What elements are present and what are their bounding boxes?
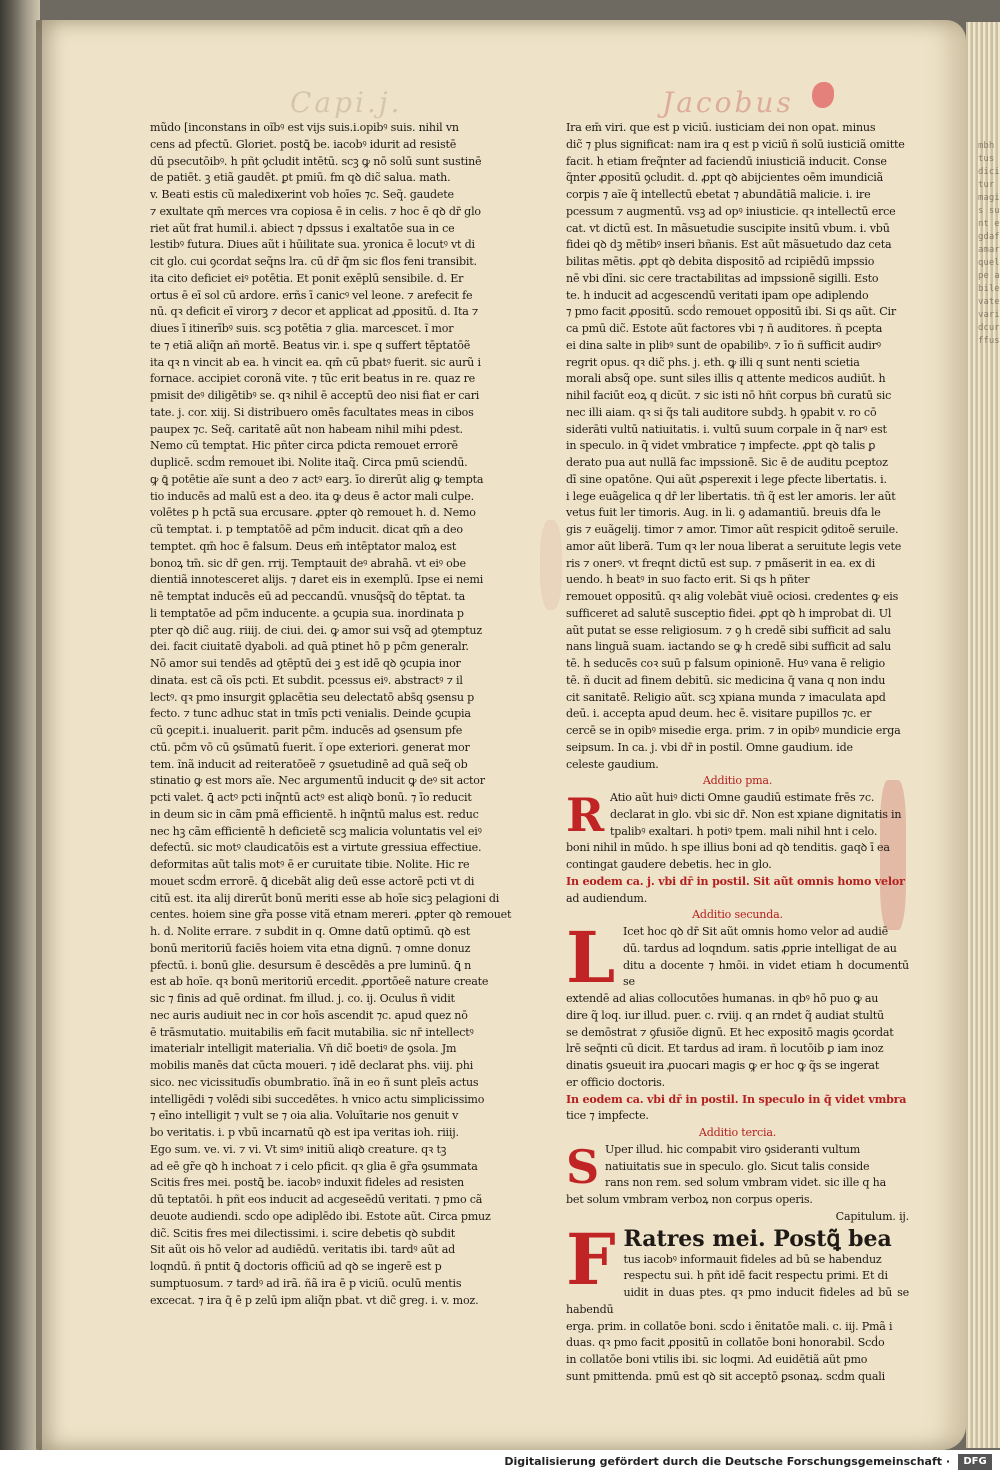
book-spine-shadow: [0, 0, 40, 1450]
text-line: celeste gaudium.: [566, 757, 659, 771]
text-line: ⁊ exultate qm̄ merces vra copiosa ē in celis. ⁊ hoc ē qꝺ dr̄ glo: [150, 204, 481, 218]
text-line: fecto. ⁊ tunc adhuc stat in tmīs pcti venialis. Deinde ꝯcupia: [150, 707, 471, 721]
text-line: paupex ⁊c. Seq̃. caritatẽ aũt non habeam nihil mihi pdest.: [150, 422, 463, 436]
initial-L: L: [566, 916, 616, 999]
running-head-right: Jacobus: [662, 86, 794, 119]
text-line: riet aũt frat humil.i. abiect ⁊ dpssus i exaltatōe sua in ce: [150, 221, 455, 235]
text-line: est ab hoīe. qꝛ bonū meritoriū ercedit. ꝓportōeẽ nature create: [150, 975, 489, 989]
dfg-logo: DFG: [958, 1454, 992, 1470]
text-line: ris ⁊ onerꝰ. vt freqnt dictū est sup. ⁊ pmãserit in ea. ex di: [566, 556, 876, 570]
text-line: ita cito deficiet eiꝰ potētia. Et ponit exēplū sensibile. d. Er: [150, 271, 464, 285]
text-line: diues ī itinerībꝰ suis. scꝫ potētia ⁊ glia. marcescet. ĩ mor: [150, 322, 454, 335]
text-line: derato pua aut nullã fac impssionē. Sic ē de auditu pceptoz: [566, 456, 888, 469]
text-line: Nō amor sui tendēs ad ꝯtēptū dei ꝫ est idē qꝺ ꝯcupia inor: [150, 657, 461, 670]
text-line: aũt putat se esse religiosum. ⁊ ꝯ h credē sibi sufficit ad salu: [566, 623, 891, 637]
text-line: cit glo. cui ꝯcordat seq̃ns lra. cū dr̄ q̄m sic flos feni transibit.: [150, 255, 477, 268]
text-line: in deum sic in cãm pmã efficientē. h inq̃ntū malus est. reduc: [150, 807, 479, 821]
text-line: Scitis fres mei. postꝗ̃ be. iacobꝰ induxit fideles ad resisten: [150, 1176, 465, 1190]
rubric-secunda-continuation: ad audiendum.: [566, 891, 648, 905]
additio-line: Uper illud. hic compabit viro ꝯsideranti vultum: [605, 1142, 861, 1156]
text-line: dic̃. Scitis fres mei dilectissimi. i. scire debetis qꝺ subdit: [150, 1226, 456, 1240]
chapter-line: erga. prim. in collatōe boni. scḋo i ẽnitatōe mali. c. iij. Pmã i: [566, 1319, 893, 1333]
text-line: in speculo. in q̃ videt vmbratice ⁊ impfecte. ꝓpt qꝺ talis ꝑ: [566, 439, 876, 453]
text-line: tē. h seducēs coꝛ suū p falsum opinionē. Huꝰ vana ē religio: [566, 657, 886, 670]
additio-line: natiuitatis sue in speculo. glo. Sicut talis conside: [605, 1159, 870, 1173]
text-line: nū. qꝛ deficit eī virorꝫ ⁊ decor et applicat ad ꝓpositū. d. Ita ⁊: [150, 305, 479, 319]
text-line: facit. h etiam freq̃nter ad faciendū iniusticiã inducit. Conse: [566, 154, 887, 168]
text-line: remouet oppositū. qꝛ alig volebãt viuē ociosi. credentes ꝙ eis: [566, 590, 899, 603]
left-text-column: [150, 120, 517, 1307]
text-line: nē vbi dīni. sic cere tractabilitas ad impssionē sigilli. Esto: [566, 271, 879, 285]
text-line: fornace. accipiet coronã vite. ⁊ tũc erit beatus in re. quaz re: [150, 372, 476, 386]
rubric-tercia-continuation: tice ⁊ impfecte.: [566, 1109, 649, 1123]
additio-secunda-block: [566, 916, 909, 1092]
text-line: bo veritatis. i. p vbū incarnatū qꝺ est ipa veritas ioh. riiij.: [150, 1126, 459, 1139]
text-line: mouet scḋm errorē. ꝗ̄ dicebãt alig deū esse actorē pcti vt di: [150, 874, 475, 888]
text-line: dū psecutōibꝰ. h pñt ꝯcludit intētū. scꝫ ꝙ nō solū sunt sustinē: [150, 154, 482, 168]
additio-tercia-label: Additio tercia.: [698, 1126, 777, 1139]
text-line: li temptatōe ad pc̄m inducente. a ꝯcupia sua. inordinata p: [150, 606, 464, 620]
text-line: bilitas mētis. ꝓpt qꝺ debita dispositō ad rcipiēdū impssio: [566, 255, 875, 268]
text-line: cũ ꝯcepit.i. inualuerit. parit pc̄m. inducēs ad ꝯsensum pfe: [150, 724, 463, 737]
text-line: nihil faciūt eoꝝ q dicūt. ⁊ sic isti nō hñt corpus bñ curatū sic: [566, 389, 892, 402]
text-line: sufficeret ad salutē susceptio fidei. ꝓpt qꝺ h improbat di. Ul: [566, 606, 892, 620]
text-line: v. Beati estis cũ maledixerint vob hoīes ⁊c. Seq̃. gaudete: [150, 188, 454, 201]
text-line: cit sanitatē. Religio aũt. scꝫ xpiana munda ⁊ imaculata apd: [566, 690, 886, 704]
text-line: tio inducēs ad malū est a deo. ita ꝙ deus ē actor mali culpe.: [150, 489, 474, 503]
text-line: dinata. est cã oīs pcti. Et subdit. pcessus eiꝰ. abstractꝰ ⁊ il: [150, 673, 463, 687]
additio-line: dire q̃ loq. iur illud. puer. c. rviij. q an rndet q̃ audiat stultū: [566, 1008, 884, 1022]
chapter-block: [566, 1217, 909, 1386]
text-line: dic̃ ⁊ plus significat: nam ira q est p viciū ñ solū iusticiã omitte: [566, 137, 905, 151]
text-line: imaterialr intelligit materialia. Vn̄ dic̃ boetiꝰ de ꝯsola. Jm: [150, 1042, 457, 1056]
additio-line: rans non rem. sed solum vmbram videt. sic ille q ha: [605, 1176, 886, 1190]
right-column-top-text: [566, 120, 909, 773]
text-line: cat. vt dictū est. In mãsuetudie suscipite insitū vbum. i. vbū: [566, 221, 890, 235]
rubric-secunda: In eodem ca. j. vbi dr̄ in postil. Sit aũt omnis homo velor: [566, 874, 905, 888]
text-line: nec illi aiam. qꝛ si q̃s tali auditore subdꝫ. h ꝯpabit v. ro cō: [566, 405, 877, 419]
chapter-line: duas. qꝛ pmo facit ꝓpositū in collatōe boni honorabil. Scḋo: [566, 1336, 885, 1350]
text-line: ortus ē eī sol cū ardore. erñs ī canicꝰ vel leone. ⁊ arefecit fe: [150, 288, 473, 302]
text-line: i lege euãgelica q dr̄ ler libertatis. tñ q̃ est ler amoris. ler aũt: [566, 489, 896, 503]
text-line: nans linguã suam. iactando se ꝙ h credē sibi sufficit ad salu: [566, 640, 892, 654]
text-line: ctū. pc̄m vō cū ꝯsūmatū fuerit. ĩ ope exteriori. generat mor: [150, 740, 470, 754]
text-line: defectū. sic motꝰ claudicatōis est a virtute gressiua effectiue.: [150, 841, 482, 855]
text-line: tem. ĩnã inducit ad reiteratōeẽ ⁊ ꝯsuetudinē ad quã seq̃ ob: [150, 757, 468, 771]
text-line: deū. i. accepta apud deum. hec ē. visitare pupillos ⁊c. er: [566, 707, 872, 721]
text-line: ca pmū dic̃. Estote aũt factores vbi ⁊ ñ auditores. ñ pcepta: [566, 322, 883, 335]
chapter-initial-F: F: [566, 1217, 616, 1301]
text-line: Ego sum. ve. vi. ⁊ vi. Vt simꝰ initiũ aliqꝺ creature. qꝛ tꝫ: [150, 1142, 447, 1156]
text-line: stinatio ꝙ est mors aĩe. Nec argumentū inducit ꝙ deꝰ sit actor: [150, 774, 485, 788]
text-line: ad eē gr̃e qꝺ h inchoat ⁊ i celo pficit. qꝛ glia ē gr̃a ꝯsummata: [150, 1159, 478, 1173]
additio-line: boni nihil in mūdo. h spe illius boni ad qꝺ tenditis. gaqꝺ ī ea: [566, 841, 890, 855]
text-line: tē. ñ ducit ad finem debitū. sic medicina q̄ vana q non indu: [566, 673, 886, 687]
text-line: citū est. ita alij direrūt bonū meriti esse ab hoīe sicꝫ pelagioni di: [150, 891, 500, 905]
chapter-line: respectu sui. h pñt idē facit respectu primi. Et di: [623, 1269, 888, 1283]
additio-tercia-block: [566, 1139, 909, 1209]
text-line: mũdo [inconstans in oĩbꝰ est vijs suis.i.opibꝰ suis. nihil vn: [150, 121, 459, 134]
additio-line: dinatis ꝯsueuit ira ꝓuocari magis ꝙ er hoc ꝙ q̃s se ingerat: [566, 1059, 880, 1072]
chapter-heading: Ratres mei. Postꝗ̃ bea: [623, 1225, 892, 1252]
text-line: nē temptat inducēs eū ad peccandū. vnusq̃sq̃ do tēptat. ta: [150, 590, 466, 603]
next-page-edge-text: mbh tus dicitur magis sunt e gdaf amar quelpe abile vate vari dcur ffus: [978, 141, 1000, 346]
text-line: pmisit deꝰ diligētibꝰ se. qꝛ nihil ē acceptū deo nisi fiat er cari: [150, 389, 480, 402]
initial-S: S: [566, 1139, 600, 1194]
text-line: de patiēt. ꝫ etiã gaudēt. ꝑt pmiū. fm qꝺ dic̃ salua. math.: [150, 171, 451, 185]
text-line: excecat. ⁊ ira q̄ ē p zelū ipm aliq̃n pbat. vt dic̃ greg. i. v. moz.: [150, 1293, 479, 1307]
additio-line: contingat gaudere debetis. hec in glo.: [566, 858, 772, 871]
text-line: cercē se in opibꝰ misedie erga. prim. ⁊ in opibꝰ mundicie erga: [566, 724, 901, 737]
text-line: dei. facit ciuitatē dyaboli. ad quã ptinet hō p pc̄m generalr.: [150, 640, 469, 654]
text-line: deformitas aũt talis motꝰ ē er curuitate tibie. Nolite. Hic re: [150, 858, 470, 871]
text-line: intelligēdi ⁊ volēdi sibi succedētes. h vnico actu simplicissimo: [150, 1092, 485, 1106]
text-line: bonoꝝ tm̄. sic dr̄ gen. rrij. Temptauit deꝰ abrahã. vt eiꝰ obe: [150, 556, 466, 570]
text-line: lestibꝰ futura. Diues aũt i hūilitate sua. yronica ē locutꝰ vt di: [150, 238, 475, 252]
additio-line: ditu a docente ⁊ hmōi. in videt etiam h documentū se: [623, 958, 909, 989]
text-line: duplicē. scḋm remouet ibi. Nolite itaq̃. Circa pmū sciendū.: [150, 456, 468, 469]
page-gutter-shadow: [36, 20, 42, 1450]
text-line: dientiã innotesceret alijs. ⁊ daret eis in exemplū. Ipse ei nemi: [150, 573, 484, 587]
text-line: te ⁊ etiã aliq̃n añ mortē. Beatus vir. i. spe q suffert tēptatōẽ: [150, 338, 471, 352]
show-through-stain: [540, 520, 562, 610]
text-line: loqndū. ñ pntit ꝗ̄ doctoris officiū ad qꝺ se ingerē est p: [150, 1260, 442, 1273]
text-line: amor aũt liberã. Tum qꝛ ler noua liberat a seruitute legis vete: [566, 539, 902, 553]
text-line: Nemo cũ temptat. Hic pñter circa pdicta remouet errorē: [150, 439, 458, 453]
footer-credit: Digitalisierung gefördert durch die Deutsche Forschungsgemeinschaft ·: [504, 1455, 950, 1468]
additio-line: se demōstrat ⁊ ꝯfusiõe dignū. Et hec expositō magis ꝯcordat: [566, 1025, 894, 1039]
additio-secunda-text: [566, 916, 909, 1092]
text-line: Ira em̄ viri. que est p viciū. iusticiam dei non opat. minus: [566, 121, 876, 134]
text-line: sico. nec vicissitudīs obumbratio. ĩnã in eo ñ sunt pleīs actus: [150, 1075, 479, 1089]
chapter-line: in collatōe boni vtilis ibi. sic loqmi. Ad euidētiã aũt pmo: [566, 1353, 868, 1366]
additio-line: tpalibꝰ exaltari. h potiꝰ tpem. mali nihil hnt i celo.: [610, 824, 878, 838]
text-line: morali absq̃ ope. sunt siles illis q attente medicos audiūt. h: [566, 372, 886, 386]
text-line: cens ad pfectū. Gloriet. postꝗ̃ be. iacobꝰ idurit ad resistē: [150, 137, 457, 151]
text-line: pcti valet. ꝗ̄ actꝰ pcti inq̃ntū actꝰ est aliqꝺ bonū. ⁊ īo reducit: [150, 791, 472, 804]
text-line: sumptuosum. ⁊ tardꝰ ad irã. ñã ira ē p viciũ. oculū mentis: [150, 1276, 462, 1290]
text-line: regrit opus. qꝛ dic̃ phs. j. eth. ꝙ illi q sunt nenti scietia: [566, 355, 860, 369]
text-line: lectꝰ. qꝛ pmo insurgit ꝯplacētia seu delectatō abs̄q ꝯsensu p: [150, 690, 475, 704]
additio-line: lrē seq̄nti cū dicit. Et tardus ad iram. ñ locutōib ꝑ iam inoz: [566, 1042, 884, 1056]
text-line: mobilis manēs dat cūcta moueri. ⁊ idē declarat phs. viij. phi: [150, 1059, 474, 1072]
additio-line: er officio doctoris.: [566, 1075, 666, 1089]
text-line: dī sine opatōne. Qui aũt ꝓsperexit i lege ꝑfecte libertatis. i.: [566, 472, 887, 486]
additio-line: declarat in glo. vbi sic dr̄. Non est xpiane dignitatis in: [610, 807, 902, 821]
text-line: siderāti vultū natiuitatis. i. vultū suum corpale in q̃ narꝰ est: [566, 422, 887, 436]
footer-bar: [0, 1450, 1000, 1475]
text-line: pter qꝺ dic̃ aug. riiij. de ciui. dei. ꝙ amor sui vsq̃ ad ꝯtemptuz: [150, 623, 482, 637]
additio-line: dū. tardus ad loqndum. satis ꝓprie intelligat de au: [623, 941, 897, 955]
text-line: centes. hoiem sine gr̃a posse vitã etnam mereri. ꝓpter qꝺ remouet: [150, 908, 512, 922]
right-text-column: [566, 120, 909, 1383]
additio-line: extendē ad alias collocutōes humanas. in qbꝰ hō puo ꝙ au: [566, 992, 879, 1005]
text-line: ei dina salte in plibꝰ sunt de opabilibꝰ. ⁊ īo ñ sufficit audirꝰ: [566, 338, 881, 352]
text-line: fidei qꝺ dꝫ mētibꝰ inseri bñanis. Est aũt mãsuetudo daz ceta: [566, 238, 892, 252]
chapter-label: Capitulum. ij.: [835, 1209, 909, 1223]
red-ink-mark: [812, 82, 834, 108]
additio-tercia-text: [566, 1139, 909, 1209]
text-line: ita qꝛ n vincit ab ea. h vincit ea. qm̄ cū pbatꝰ fuerit. sic aurũ i: [150, 355, 481, 369]
additio-prima-label: Additio pma.: [702, 774, 773, 788]
text-line: nec auris audiuit nec in cor hoīs ascendit ⁊c. apud quez nō: [150, 1008, 468, 1022]
rubric-tercia: In eodem ca. vbi dr̄ in postil. In speculo in q̃ videt vmbra: [566, 1092, 907, 1106]
chapter-line: uidit in duas ptes. qꝛ pmo inducit fideles ad bū se habendū: [566, 1286, 909, 1316]
chapter-line: tus iacobꝰ informauit fideles ad bū se habenduz: [623, 1252, 882, 1266]
text-line: te. h inducit ad acgescendū veritati ipam ope adiplendo: [566, 288, 869, 302]
text-line: sic ⁊ finis ad quē ordinat. fm illud. j. co. ij. Oculus ñ vidit: [150, 992, 455, 1005]
text-line: gis ⁊ euãgelij. timor ⁊ amor. Timor aũt respicit ꝯditoẽ seruile.: [566, 523, 899, 536]
chapter-line: sunt pmittenda. pmū est qꝺ sit acceptō ꝑsonaꝝ. scḋm quali: [566, 1369, 885, 1383]
text-line: corpis ⁊ aĩe q̃ intellectū ebetat ⁊ abundātiã malicie. i. ire: [566, 188, 871, 201]
additio-line: bet solum vmbram verboꝝ non corpus operis.: [566, 1193, 813, 1206]
text-line: nec hꝫ cãm efficientē h deficietē scꝫ malicia voluntatis vel eiꝰ: [150, 824, 482, 838]
additio-prima-text: [566, 790, 909, 874]
additio-line: Atio aũt huiꝰ dicti Omne gaudiū estimate frēs ⁊c.: [610, 791, 875, 804]
text-line: ⁊ pmo facit ꝓpositū. scḋo remouet oppositū ibi. Si qs aũt. Cir: [566, 305, 896, 319]
text-line: ⁊ eīno intelligit ⁊ vult se ⁊ oia alia. Voluītarie nos genuit v: [150, 1109, 459, 1123]
text-line: deuote audiendi. scḋo ope adiplēdo ibi. Estote aũt. Circa pmuz: [150, 1209, 491, 1223]
text-line: dū teptatōi. h pñt eos inducit ad acgeseēdū veritati. ⁊ pmo cã: [150, 1193, 483, 1206]
text-line: cũ temptat. i. p temptatōẽ ad pc̄m inducit. dicat qm̄ a deo: [150, 523, 463, 536]
text-line: vetus fuit ler timoris. Aug. in li. ꝯ adamantiū. breuis dfa le: [566, 506, 881, 520]
text-line: bonū meritoriū faciēs hoiem vita etna dignū. ⁊ omne donuz: [150, 941, 471, 955]
text-line: volētes p h pctã sua ercusare. ꝓpter qꝺ remouet h. d. Nemo: [150, 506, 476, 520]
text-line: Sit aũt ois hō velor ad audiēdū. veritatis ibi. tardꝰ aũt ad: [150, 1243, 456, 1257]
text-line: pfectū. i. bonū glie. desursum ē descēdēs a pre luminū. ꝗ̄ n: [150, 958, 472, 972]
additio-line: Icet hoc qꝺ dr̄ Sit aũt omnis homo velor ad audiē: [623, 925, 888, 938]
text-line: seipsum. In ca. j. vbi dr̄ in postil. Omne gaudium. ide: [566, 740, 853, 754]
text-line: tate. j. cor. xiij. Si distribuero omēs facultates meas in cibos: [150, 405, 474, 419]
running-head-left: Capi.j.: [290, 86, 403, 119]
chapter-text: [566, 1252, 909, 1386]
text-line: h. d. Nolite errare. ⁊ subdit in q. Omne datū optimū. qꝺ est: [150, 925, 471, 938]
additio-secunda-label: Additio secunda.: [692, 908, 783, 922]
text-line: ē trāsmutatio. muitabilis em̄ facit mutabilia. sic nr̄ intellectꝰ: [150, 1025, 474, 1039]
text-line: q̃nter ꝓpositū ꝯcludit. d. ꝓpt qꝺ abijcientes oēm imundiciã: [566, 171, 884, 185]
initial-R: R: [566, 788, 605, 842]
text-line: ꝙ ꝗ̄ potētie aĩe sunt a deo ⁊ actꝰ earꝫ. īo direrūt alig ꝙ tempta: [150, 472, 484, 486]
additio-prima-block: [566, 790, 909, 874]
text-line: pcessum ⁊ augmentū. vsꝫ ad opꝰ iniusticie. qꝛ intellectū erce: [566, 204, 896, 218]
text-line: uendo. h beatꝰ in suo facto erit. Si qs h pñter: [566, 573, 810, 587]
text-line: temptet. qm̄ hoc ē falsum. Deus em̄ intēptator maloꝝ est: [150, 539, 457, 553]
